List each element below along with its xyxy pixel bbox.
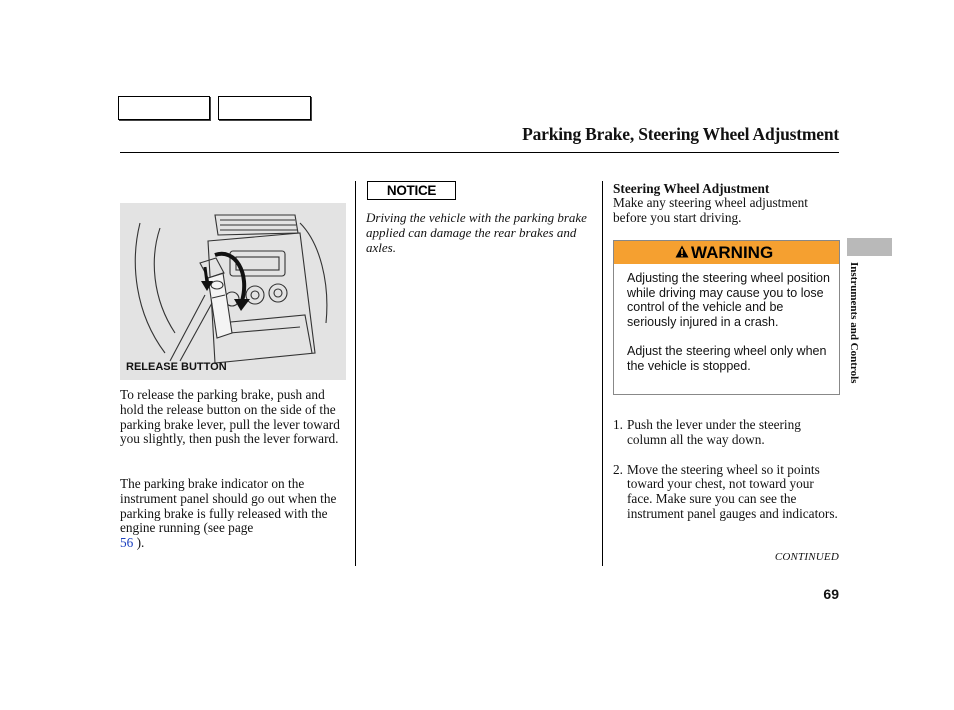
warning-triangle-icon	[675, 245, 689, 258]
step-number: 2.	[613, 461, 623, 477]
warning-label: WARNING	[691, 243, 774, 262]
page-number: 69	[823, 586, 839, 602]
warning-box	[613, 240, 840, 395]
step-text: Move the steering wheel so it points toward your chest, not toward your face. Make sure you can see the instrument panel gauges and indicators.	[627, 461, 838, 521]
parking-brake-illustration	[120, 203, 346, 380]
section-heading: Steering Wheel Adjustment	[613, 181, 770, 196]
parking-brake-drawing	[120, 203, 346, 380]
section-tab-label: Instruments and Controls	[848, 262, 860, 384]
step-item	[613, 418, 838, 448]
warning-paragraph-1: Adjusting the steering wheel position while driving may cause you to lose control of the vehicle and be seriously injured in a crash.	[627, 271, 830, 329]
warning-body	[627, 271, 832, 389]
column-divider-1	[355, 181, 356, 566]
indicator-paragraph	[120, 477, 350, 551]
nav-button-next[interactable]	[218, 96, 311, 120]
section-intro: Make any steering wheel adjustment before you start driving.	[613, 195, 808, 225]
section-tab[interactable]	[847, 238, 892, 256]
continued-label: CONTINUED	[774, 551, 839, 563]
release-instructions: To release the parking brake, push and hold the release button on the side of the parking brake lever, pull the lever toward you slightly, then push the lever forward.	[120, 387, 340, 447]
figure-caption: RELEASE BUTTON	[126, 361, 227, 373]
step-item	[613, 463, 838, 522]
step-text: Push the lever under the steering column all the way down.	[627, 417, 801, 447]
title-divider	[120, 152, 839, 153]
indicator-text: The parking brake indicator on the instrument panel should go out when the parking brake is fully released with the engine running (see page	[120, 476, 337, 536]
step-number: 1.	[613, 417, 623, 432]
page-reference-link[interactable]: 56	[120, 535, 134, 551]
steps-list	[613, 418, 838, 537]
warning-header	[614, 241, 839, 264]
nav-button-previous[interactable]	[118, 96, 210, 120]
page-title: Parking Brake, Steering Wheel Adjustment	[522, 124, 839, 144]
notice-text: Driving the vehicle with the parking brake applied can damage the rear brakes and axles.	[366, 210, 587, 255]
warning-paragraph-2: Adjust the steering wheel only when the vehicle is stopped.	[627, 344, 827, 373]
notice-label: NOTICE	[367, 181, 456, 200]
indicator-text-end: ).	[133, 535, 145, 551]
column-divider-2	[602, 181, 603, 566]
